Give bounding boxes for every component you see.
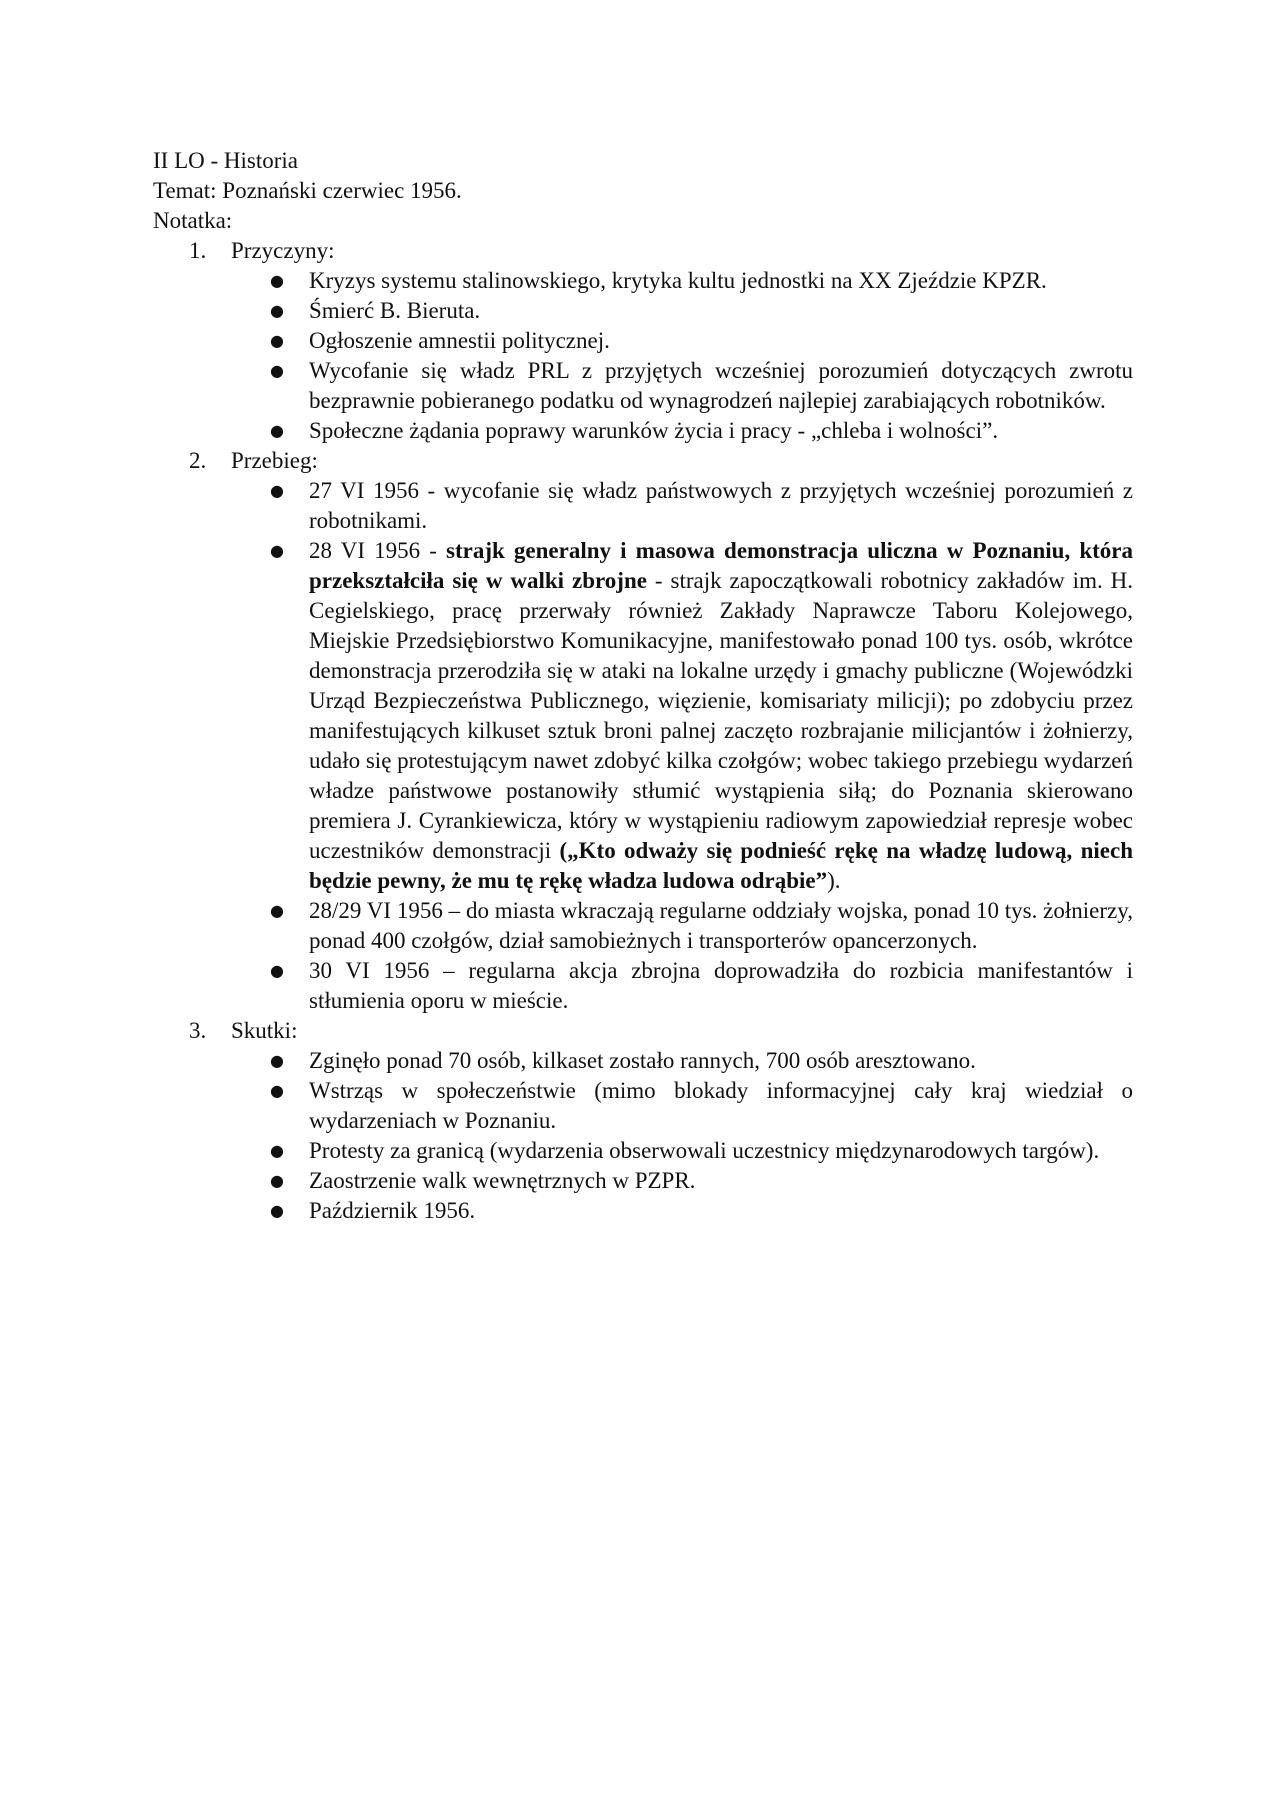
section-title: Przyczyny:	[231, 238, 335, 263]
bullet-icon: ●	[270, 901, 284, 920]
list-item: ● 28 VI 1956 - strajk generalny i masowa demonstracja uliczna w Poznaniu, która przekształciła się w walki zbrojne - strajk zapoczątkowali robotnicy zakładów im. H. Cegielskiego, pracę przerwały również Zakłady Naprawcze Taboru Kolejowego, Miejskie Przedsiębiorstwo Komunikacyjne, manifestowało ponad 100 tys. osób, wkrótce demonstracja przerodziła się w ataki na lokalne urzędy i gmachy publiczne (Wojewódzki Urząd Bezpieczeństwa Publicznego, więzienie, komisariaty milicji); po zdobyciu przez manifestujących kilkuset sztuk broni palnej zaczęto rozbrajanie milicjantów i żołnierzy, udało się protestującym nawet zdobyć kilka czołgów; wobec takiego przebiegu wydarzeń władze państwowe postanowiły stłumić wystąpienia siłą; do Poznania skierowano premiera J. Cyrankiewicza, który w wystąpieniu radiowym zapowiedział represje wobec uczestników demonstracji („Kto odważy się podnieść rękę na władzę ludową, niech będzie pewny, że mu tę rękę władza ludowa odrąbie”).	[270, 538, 1134, 893]
bold-quote: („Kto odważy się podnieść rękę na władzę ludową, niech będzie pewny, że mu tę rękę władza ludowa odrąbie”	[309, 838, 1133, 893]
bullet-icon: ●	[270, 481, 284, 500]
list-item: ● 28/29 VI 1956 – do miasta wkraczają regularne oddziały wojska, ponad 10 tys. żołnierzy, ponad 400 czołgów, dział samobieżnych i transporterów opancerzonych.	[270, 898, 1133, 953]
list-item: ● Zaostrzenie walk wewnętrznych w PZPR.	[153, 1166, 1133, 1196]
causes-list	[231, 266, 1133, 446]
bullet-icon: ●	[270, 421, 284, 440]
list-item: ● Wycofanie się władz PRL z przyjętych wcześniej porozumień dotyczących zwrotu bezprawnie pobieranego podatku od wynagrodzeń najlepiej zarabiających robotników.	[270, 358, 1133, 413]
section-number: 2.	[189, 448, 207, 473]
list-item: ● Październik 1956.	[153, 1196, 1133, 1226]
note-label: Notatka:	[153, 208, 233, 233]
list-item: ● Społeczne żądania poprawy warunków życia i pracy - „chleba i wolności”.	[153, 416, 1133, 446]
section-number: 1.	[189, 238, 207, 263]
sections-list	[153, 236, 1133, 1226]
effects-list	[231, 1046, 1133, 1226]
list-item: ● Śmierć B. Bieruta.	[153, 296, 1133, 326]
section-number: 3.	[189, 1018, 207, 1043]
lesson-topic: Temat: Poznański czerwiec 1956.	[153, 178, 462, 203]
list-item: ● Wstrząs w społeczeństwie (mimo blokady informacyjnej cały kraj wiedział o wydarzeniach w Poznaniu.	[270, 1078, 1133, 1133]
section-title: Przebieg:	[231, 448, 318, 473]
list-item: ● 30 VI 1956 – regularna akcja zbrojna doprowadziła do rozbicia manifestantów i stłumienia oporu w mieście.	[270, 958, 1133, 1013]
bullet-icon: ●	[270, 1081, 284, 1100]
bullet-icon: ●	[270, 1051, 284, 1070]
bullet-icon: ●	[270, 361, 284, 380]
list-item: ● 27 VI 1956 - wycofanie się władz państwowych z przyjętych wcześniej porozumień z robotnikami.	[270, 478, 1133, 533]
bold-phrase: strajk generalny i masowa demonstracja uliczna w Poznaniu, która przekształciła się w walki zbrojne	[309, 538, 1133, 593]
section-title: Skutki:	[231, 1018, 298, 1043]
bullet-icon: ●	[270, 541, 284, 560]
bullet-icon: ●	[270, 271, 284, 290]
section-causes	[153, 236, 1133, 446]
document-content	[153, 146, 1133, 1226]
bullet-icon: ●	[270, 1201, 284, 1220]
bullet-icon: ●	[270, 1141, 284, 1160]
list-item: ● Protesty za granicą (wydarzenia obserwowali uczestnicy międzynarodowych targów).	[153, 1136, 1133, 1166]
course-list	[231, 476, 1133, 1016]
section-effects	[153, 1016, 1133, 1226]
list-item: ● Kryzys systemu stalinowskiego, krytyka kultu jednostki na XX Zjeździe KPZR.	[153, 266, 1133, 296]
bullet-icon: ●	[270, 301, 284, 320]
bullet-icon: ●	[270, 1171, 284, 1190]
list-item: ● Ogłoszenie amnestii politycznej.	[153, 326, 1133, 356]
section-course	[153, 446, 1133, 1016]
bullet-icon: ●	[270, 961, 284, 980]
list-item: ● Zginęło ponad 70 osób, kilkaset zostało rannych, 700 osób aresztowano.	[153, 1046, 1133, 1076]
document-header: II LO - Historia	[153, 148, 298, 173]
bullet-icon: ●	[270, 331, 284, 350]
